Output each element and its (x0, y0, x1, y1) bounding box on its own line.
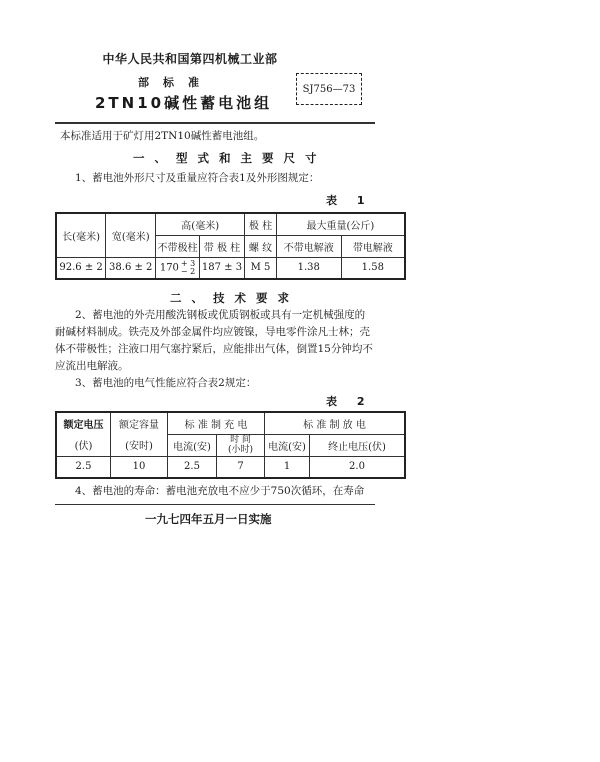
cell-weight-no-electrolyte: 1.38 (276, 257, 341, 279)
document-title: 2TN10碱性蓄电池组 (95, 94, 273, 112)
th-rated-voltage-unit: (伏) (56, 434, 111, 456)
th-charge-time (217, 434, 265, 456)
cell-height-no-post (156, 257, 200, 279)
th-max-weight: 最大重量(公斤) (276, 213, 405, 235)
cell-height-with-post: 187 ± 3 (199, 257, 244, 279)
item2-line-4: 应流出电解液。 (55, 360, 129, 372)
height-tolerance (181, 260, 195, 276)
cell-rated-capacity: 10 (111, 456, 168, 478)
tolerance-lower: − 2 (180, 266, 196, 276)
standard-code-box (296, 73, 362, 105)
table-1 (55, 212, 406, 280)
th-post-thread: 螺 纹 (245, 235, 277, 257)
cell-charge-current: 2.5 (168, 456, 217, 478)
ministry-name: 中华人民共和国第四机械工业部 (102, 52, 278, 66)
tolerance-upper: + 3 (180, 258, 196, 268)
item2-line-2: 耐碱材料制成。铁壳及外部金属件均应镀镍，导电零件涂凡士林；壳 (55, 326, 370, 338)
top-divider (55, 122, 375, 124)
item2-line-1: 2、蓄电池的外壳用酸洗钢板或优质钢板或具有一定机械强度的 (75, 309, 366, 321)
th-standard-discharge: 标 准 制 放 电 (265, 412, 406, 434)
cell-charge-time: 7 (217, 456, 265, 478)
item3-text: 3、蓄电池的电气性能应符合表2规定： (75, 377, 257, 389)
th-rated-capacity: 额定容量 (111, 412, 168, 434)
standard-type: 部标准 (138, 76, 213, 89)
th-weight-no-electrolyte: 不带电解液 (276, 235, 341, 257)
item2-line-3: 体不带极性；注液口用气塞拧紧后，应能排出气体，倒置15分钟均不 (55, 343, 373, 355)
th-end-voltage: 终止电压(伏) (310, 434, 406, 456)
th-post-top: 极 柱 (245, 213, 277, 235)
th-charge-current: 电流(安) (168, 434, 217, 456)
table2-label: 表 2 (326, 395, 373, 408)
th-weight-with-electrolyte: 带电解液 (341, 235, 405, 257)
cell-post-thread: M 5 (245, 257, 277, 279)
section2-heading: 二、技术要求 (170, 291, 299, 305)
bottom-divider (55, 504, 375, 505)
table1-label: 表 1 (326, 194, 373, 207)
charge-time-label: 时 间 (230, 435, 251, 445)
th-length: 长(毫米) (56, 213, 106, 257)
cell-rated-voltage: 2.5 (56, 456, 111, 478)
th-discharge-current: 电流(安) (265, 434, 310, 456)
cell-end-voltage: 2.0 (310, 456, 406, 478)
th-standard-charge: 标 准 制 充 电 (168, 412, 265, 434)
standard-code: SJ756—73 (302, 83, 356, 95)
effective-date: 一九七四年五月一日实施 (145, 512, 272, 526)
section1-heading: 一、型式和主要尺寸 (133, 151, 327, 165)
item4-text: 4、蓄电池的寿命：蓄电池充放电不应少于750次循环，在寿命 (75, 485, 365, 497)
cell-width: 38.6 ± 2 (106, 257, 156, 279)
height-base: 170 (159, 262, 179, 274)
intro-text: 本标准适用于矿灯用2TN10碱性蓄电池组。 (60, 130, 265, 142)
th-height: 高(毫米) (156, 213, 245, 235)
th-height-with-post: 带 极 柱 (199, 235, 244, 257)
cell-weight-with-electrolyte: 1.58 (341, 257, 405, 279)
cell-discharge-current: 1 (265, 456, 310, 478)
cell-length: 92.6 ± 2 (56, 257, 106, 279)
charge-time-unit: (小时) (227, 445, 254, 455)
item1-text: 1、蓄电池外形尺寸及重量应符合表1及外形图规定： (75, 172, 320, 184)
table-2 (55, 411, 406, 479)
th-height-no-post: 不带极柱 (156, 235, 200, 257)
th-width: 宽(毫米) (106, 213, 156, 257)
th-rated-capacity-unit: (安时) (111, 434, 168, 456)
th-rated-voltage: 额定电压 (56, 412, 111, 434)
